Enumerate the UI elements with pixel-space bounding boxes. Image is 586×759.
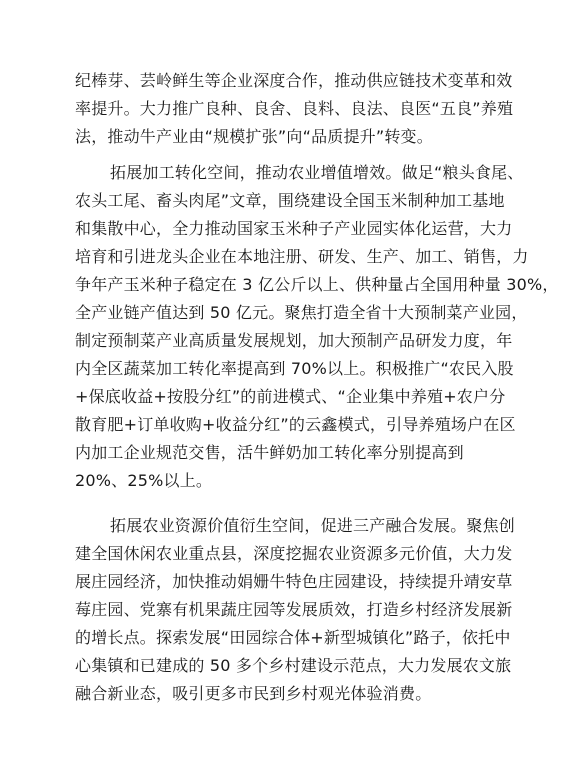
paragraph-2-line-4: 培育和引进龙头企业在本地注册、研发、生产、加工、销售，力 [75,247,529,266]
paragraph-1-line-1: 纪棒芽、芸岭鲜生等企业深度合作，推动供应链技术变革和效 [75,71,513,90]
paragraph-3-line-2: 建全国休闲农业重点县，深度挖掘农业资源多元价值，大力发 [75,544,513,563]
paragraph-1-line-3: 法，推动牛产业由“规模扩张”向“品质提升”转变。 [75,127,433,146]
paragraph-2-line-1: 拓展加工转化空间，推动农业增值增效。做足“粮头食尾、 [110,163,524,182]
paragraph-2-line-8: 内全区蔬菜加工转化率提高到 70%以上。积极推广“农民入股 [75,359,514,378]
paragraph-3-line-3: 展庄园经济，加快推动娟姗牛特色庄园建设，持续提升靖安草 [75,572,513,591]
paragraph-2-line-2: 农头工尾、畜头肉尾”文章，围绕建设全国玉米制种加工基地 [75,191,505,210]
paragraph-2-line-5: 争年产玉米种子稳定在 3 亿公斤以上、供种量占全国用种量 30%， [75,275,559,294]
paragraph-2-line-11: 内加工企业规范交售，活牛鲜奶加工转化率分别提高到 [75,443,464,462]
paragraph-2-line-6: 全产业链产值达到 50 亿元。聚焦打造全省十大预制菜产业园， [75,303,528,322]
paragraph-3-line-5: 的增长点。探索发展“田园综合体+新型城镇化”路子，依托中 [75,628,511,647]
paragraph-2-line-10: 散育肥+订单收购+收益分红”的云鑫模式，引导养殖场户在区 [75,415,516,434]
paragraph-2-line-9: +保底收益+按股分红”的前进模式、“企业集中养殖+农户分 [75,387,506,406]
paragraph-2-line-3: 和集散中心，全力推动国家玉米种子产业园实体化运营，大力 [75,219,513,238]
paragraph-3-line-4: 莓庄园、党寨有机果蔬庄园等发展质效，打造乡村经济发展新 [75,600,513,619]
paragraph-3-line-1: 拓展农业资源价值衍生空间，促进三产融合发展。聚焦创 [110,516,516,535]
paragraph-2-line-7: 制定预制菜产业高质量发展规划，加大预制产品研发力度，年 [75,331,513,350]
paragraph-3-line-6: 心集镇和已建成的 50 多个乡村建设示范点，大力发展农文旅 [75,656,512,675]
paragraph-3-line-7: 融合新业态，吸引更多市民到乡村观光体验消费。 [75,684,432,703]
paragraph-1-line-2: 率提升。大力推广良种、良舍、良料、良法、良医“五良”养殖 [75,99,514,118]
paragraph-2-line-12: 20%、25%以上。 [75,471,213,490]
